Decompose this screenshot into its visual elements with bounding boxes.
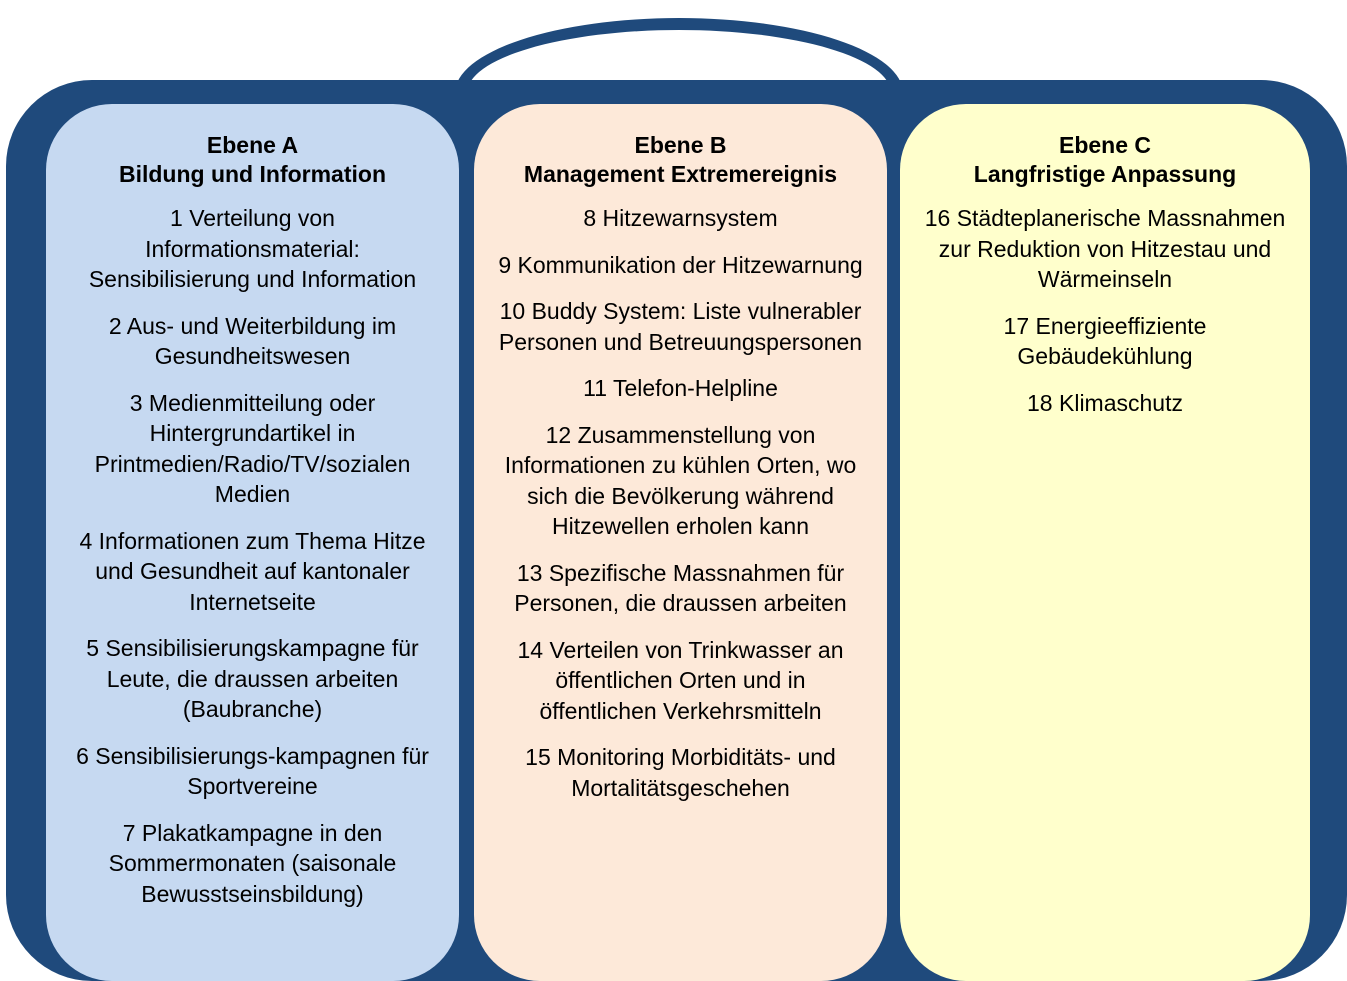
measure-item: 14 Verteilen von Trinkwasser an öffentlichen Orten und in öffentlichen Verkehrsmitteln [517, 636, 844, 724]
measure-item: 8 Hitzewarnsystem [583, 205, 778, 231]
panel-subtitle: Langfristige Anpassung [973, 161, 1237, 187]
panel-heading [900, 131, 1310, 189]
measure-item: 12 Zusammenstellung von Informationen zu kühlen Orten, wo sich die Bevölkerung während Hitzewellen erholen kann [504, 421, 857, 539]
panel-subtitle: Management Extremereignis [523, 161, 838, 187]
measure-item: 16 Städteplanerische Massnahmen zur Reduktion von Hitzestau und Wärmeinseln [924, 205, 1286, 292]
measure-item: 5 Sensibilisierungskampagne für Leute, die draussen arbeiten (Baubranche) [86, 635, 419, 722]
measure-item: 15 Monitoring Morbiditäts- und Mortalitätsgeschehen [525, 744, 836, 801]
panel-title: Ebene B [634, 132, 727, 158]
measure-item: 7 Plakatkampagne in den Sommermonaten (saisonale Bewusstseinsbildung) [108, 819, 397, 907]
measure-list [494, 203, 867, 819]
measure-item: 2 Aus- und Weiterbildung im Gesundheitswesen [108, 312, 397, 369]
panel-heading [474, 131, 887, 189]
measure-item: 11 Telefon-Helpline [583, 375, 778, 401]
measure-item: 4 Informationen zum Thema Hitze und Gesundheit auf kantonaler Internetseite [79, 527, 426, 615]
measure-item: 1 Verteilung von Informationsmaterial: Sensibilisierung und Information [88, 205, 417, 292]
panel-ebene-b [474, 104, 887, 981]
measure-list [66, 203, 439, 925]
panel-title: Ebene A [206, 132, 299, 158]
panel-heading [46, 131, 459, 189]
panel-ebene-a [46, 104, 459, 981]
measure-item: 13 Spezifische Massnahmen für Personen, die draussen arbeiten [514, 559, 847, 616]
measure-item: 17 Energieeffiziente Gebäudekühlung [1003, 312, 1207, 369]
measure-list [920, 203, 1290, 434]
panel-subtitle: Bildung und Information [118, 161, 386, 187]
measure-item: 18 Klimaschutz [1027, 389, 1183, 416]
panel-title: Ebene C [1058, 132, 1152, 158]
measure-item: 3 Medienmitteilung oder Hintergrundartikel in Printmedien/Radio/TV/sozialen Medien [94, 389, 411, 507]
measure-item: 10 Buddy System: Liste vulnerabler Personen und Betreuungspersonen [498, 298, 863, 355]
measure-item: 6 Sensibilisierungs-kampagnen für Sportvereine [76, 742, 429, 799]
measure-item: 9 Kommunikation der Hitzewarnung [498, 251, 863, 278]
panel-ebene-c [900, 104, 1310, 981]
